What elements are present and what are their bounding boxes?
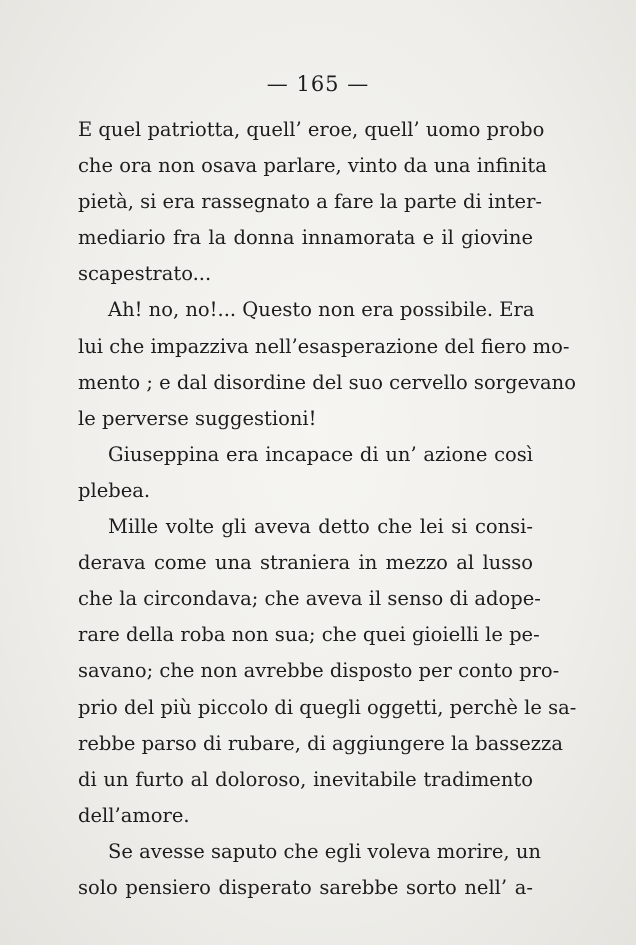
text-line: Ah! no, no!... Questo non era possibile. Era <box>108 298 535 322</box>
text-line: le perverse suggestioni! <box>78 406 317 430</box>
text-line: lui che impazziva nell’esasperazione del fiero mo- <box>78 334 570 358</box>
text-line: savano; che non avrebbe disposto per conto pro- <box>78 659 560 683</box>
text-line: Mille volte gli aveva detto che lei si consi- <box>108 515 533 539</box>
text-line: scapestrato... <box>78 262 212 286</box>
text-line: dell’amore. <box>78 803 190 827</box>
text-line: Giuseppina era incapace di un’ azione così <box>108 442 533 466</box>
text-line: pietà, si era rassegnato a fare la parte di inter- <box>78 190 542 214</box>
text-line: Se avesse saputo che egli voleva morire, un <box>108 839 541 863</box>
text-line: plebea. <box>78 478 151 502</box>
text-line: mediario fra la donna innamorata e il giovine <box>78 226 533 250</box>
paragraph-5 <box>78 834 541 906</box>
text-line: rare della roba non sua; che quei gioielli le pe- <box>78 623 540 647</box>
text-line: che ora non osava parlare, vinto da una infinita <box>78 154 547 178</box>
text-line: mento ; e dal disordine del suo cervello sorgevano <box>78 370 576 394</box>
text-line: di un furto al doloroso, inevitabile tradimento <box>78 767 533 791</box>
text-line: rebbe parso di rubare, di aggiungere la bassezza <box>78 731 563 755</box>
page-number: — 165 — <box>266 72 370 96</box>
paragraph-3 <box>78 437 533 509</box>
text-line: prio del più piccolo di quegli oggetti, perchè le sa- <box>78 695 577 719</box>
text-line: derava come una straniera in mezzo al lusso <box>78 551 533 575</box>
text-line: che la circondava; che aveva il senso di adope- <box>78 587 541 611</box>
paragraph-2 <box>78 292 576 436</box>
paragraph-1 <box>78 112 547 292</box>
body-text <box>78 112 577 906</box>
text-line: E quel patriotta, quell’ eroe, quell’ uomo probo <box>78 118 545 141</box>
text-line: solo pensiero disperato sarebbe sorto nell’ a- <box>78 875 533 899</box>
paragraph-4 <box>78 509 577 834</box>
